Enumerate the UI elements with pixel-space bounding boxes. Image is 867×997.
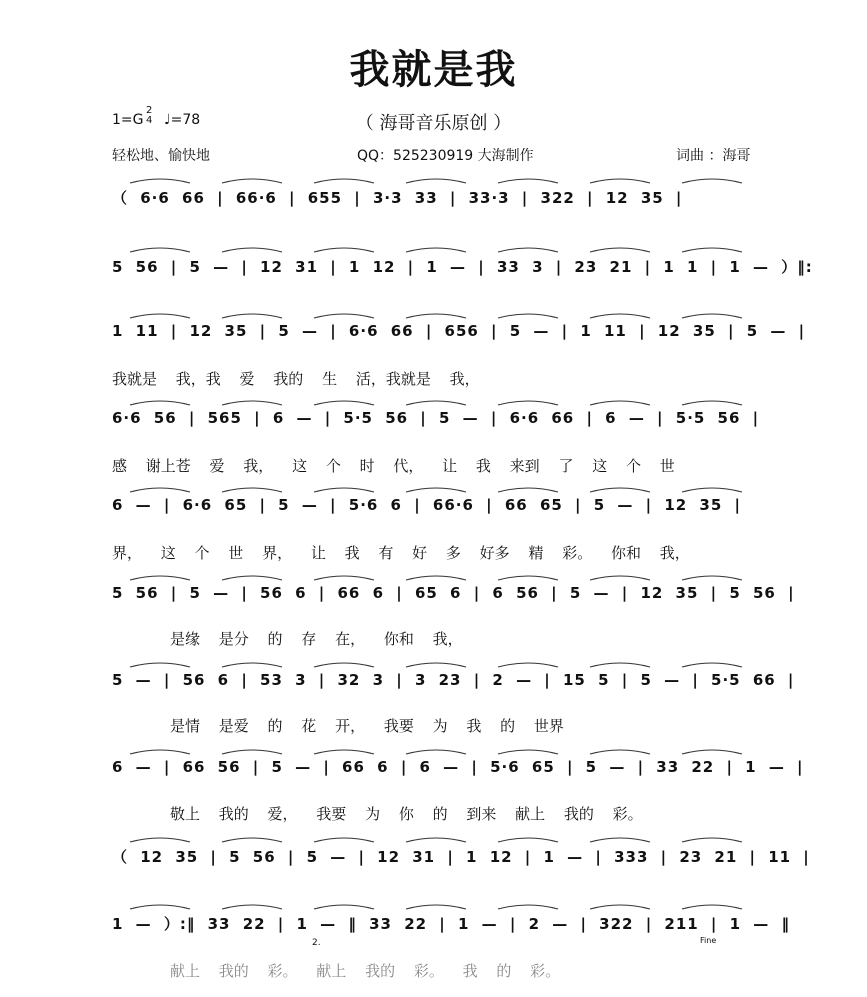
slur-arc xyxy=(406,248,466,252)
slur-arc xyxy=(498,905,558,909)
slur-arc xyxy=(130,248,190,252)
score-line xyxy=(112,758,804,776)
notation: 6·6 56 | 565 | 6 — | 5·5 56 | 5 — | 6·6 66 | 6 — | 5·5 56 | xyxy=(112,409,760,427)
slur-arc xyxy=(682,750,742,754)
slur-arc xyxy=(406,838,466,842)
lyric-line xyxy=(0,715,867,735)
lyric-text: 界， 这 个 世 界， 让 我 有 好 多 好多 精 彩。 你和 我， xyxy=(112,544,690,562)
slur-arc xyxy=(314,314,374,318)
notation: （ 12 35 | 5 56 | 5 — | 12 31 | 1 12 | 1 — | 333 | 23 21 | 11 | xyxy=(112,848,810,866)
slur-arc xyxy=(314,750,374,754)
slur-arc xyxy=(498,576,558,580)
slur-arc xyxy=(222,663,282,667)
lyric-line xyxy=(0,628,867,648)
lyric-text: 我就是 我，我 爱 我的 生 活，我就是 我， xyxy=(112,370,480,388)
slur-arc xyxy=(222,838,282,842)
notation: 5 56 | 5 — | 12 31 | 1 12 | 1 — | 33 3 | 23 21 | 1 1 | 1 — ）‖: xyxy=(112,258,813,276)
score-line xyxy=(112,584,795,602)
slur-arc xyxy=(498,401,558,405)
slur-arc xyxy=(314,576,374,580)
tempo-mark: ♩=78 xyxy=(164,112,201,128)
slur-arc xyxy=(498,248,558,252)
lyric-text: 敬上 我的 爱， 我要 为 你 的 到来 献上 我的 彩。 xyxy=(170,805,643,823)
slur-arc xyxy=(590,838,650,842)
slur-arc xyxy=(682,838,742,842)
slur-arc xyxy=(590,248,650,252)
slur-arc xyxy=(222,248,282,252)
slur-arc xyxy=(682,179,742,183)
slur-arc xyxy=(590,576,650,580)
score-line xyxy=(112,256,813,277)
lyric-text: 感 谢上苍 爱 我， 这 个 时 代， 让 我 来到 了 这 个 世 xyxy=(112,457,675,475)
slur-arc xyxy=(682,314,742,318)
slur-arc xyxy=(222,314,282,318)
slur-arc xyxy=(130,838,190,842)
slur-arc xyxy=(314,401,374,405)
time-bottom: 4 xyxy=(146,115,153,126)
qq-info: QQ：525230919 大海制作 xyxy=(357,148,534,164)
lyric-line xyxy=(0,455,867,475)
time-signature xyxy=(146,106,152,126)
slur-arc xyxy=(498,663,558,667)
slur-arc xyxy=(130,905,190,909)
slur-arc xyxy=(222,179,282,183)
slur-arc xyxy=(406,663,466,667)
slur-arc xyxy=(130,750,190,754)
slur-arc xyxy=(406,179,466,183)
slur-arc xyxy=(498,314,558,318)
song-title: 我就是我 xyxy=(349,46,518,93)
slur-arc xyxy=(406,905,466,909)
notation: （ 6·6 66 | 66·6 | 655 | 3·3 33 | 33·3 | 322 | 12 35 | xyxy=(112,189,683,207)
slur-arc xyxy=(222,576,282,580)
slur-arc xyxy=(590,314,650,318)
slur-arc xyxy=(314,248,374,252)
slur-arc xyxy=(222,905,282,909)
notation: 6 — | 6·6 65 | 5 — | 5·6 6 | 66·6 | 66 65 | 5 — | 12 35 | xyxy=(112,496,741,514)
score-line xyxy=(112,913,791,934)
lyric-line xyxy=(0,960,867,980)
slur-arc xyxy=(498,750,558,754)
slur-arc xyxy=(590,905,650,909)
slur-arc xyxy=(406,488,466,492)
slur-arc xyxy=(590,179,650,183)
slur-arc xyxy=(682,488,742,492)
slur-arc xyxy=(590,401,650,405)
slur-arc xyxy=(314,838,374,842)
score-line xyxy=(112,322,806,340)
slur-arc xyxy=(498,179,558,183)
slur-arc xyxy=(314,905,374,909)
slur-arc xyxy=(590,750,650,754)
slur-arc xyxy=(682,576,742,580)
slur-arc xyxy=(682,663,742,667)
notation: 1 — ）:‖ 33 22 | 1 — ‖ 33 22 | 1 — | 2 — | 322 | 211 | 1 — ‖ xyxy=(112,915,791,933)
lyric-line xyxy=(0,368,867,388)
fine-marker: Fine xyxy=(700,936,717,945)
slur-arc xyxy=(222,750,282,754)
slur-arc xyxy=(130,401,190,405)
slur-arc xyxy=(130,488,190,492)
slur-arc xyxy=(222,401,282,405)
expression-mark: 轻松地、愉快地 xyxy=(112,148,210,164)
slur-arc xyxy=(682,248,742,252)
lyric-text: 献上 我的 彩。 献上 我的 彩。 我 的 彩。 xyxy=(170,962,561,980)
notation: 5 — | 56 6 | 53 3 | 32 3 | 3 23 | 2 — | 15 5 | 5 — | 5·5 66 | xyxy=(112,671,795,689)
slur-arc xyxy=(130,576,190,580)
slur-arc xyxy=(406,314,466,318)
credits: 词曲 ：海哥 xyxy=(676,148,751,164)
score-line xyxy=(112,846,810,867)
slur-arc xyxy=(314,179,374,183)
slur-arc xyxy=(498,838,558,842)
slur-arc xyxy=(406,750,466,754)
notation: 1 11 | 12 35 | 5 — | 6·6 66 | 656 | 5 — | 1 11 | 12 35 | 5 — | xyxy=(112,322,806,340)
lyric-line xyxy=(0,542,867,562)
slur-arc xyxy=(222,488,282,492)
slur-arc xyxy=(406,401,466,405)
slur-arc xyxy=(498,488,558,492)
lyric-line xyxy=(0,803,867,823)
slur-arc xyxy=(130,179,190,183)
notation: 6 — | 66 56 | 5 — | 66 6 | 6 — | 5·6 65 | 5 — | 33 22 | 1 — | xyxy=(112,758,804,776)
lyric-text: 是缘 是分 的 存 在， 你和 我， xyxy=(170,630,463,648)
score-line xyxy=(112,409,774,427)
key-signature: 1=G xyxy=(112,112,144,128)
score-line xyxy=(112,187,774,208)
volta-marker: 2. xyxy=(312,938,321,948)
slur-arc xyxy=(590,663,650,667)
slur-arc xyxy=(590,488,650,492)
slur-arc xyxy=(130,663,190,667)
time-top: 2 xyxy=(146,105,153,116)
slur-arc xyxy=(314,488,374,492)
song-subtitle: （ 海哥音乐原创 ） xyxy=(355,113,512,134)
notation: 5 56 | 5 — | 56 6 | 66 6 | 65 6 | 6 56 | 5 — | 12 35 | 5 56 | xyxy=(112,584,795,602)
score-line xyxy=(112,496,774,514)
score-line xyxy=(112,671,795,689)
slur-arc xyxy=(314,663,374,667)
slur-arc xyxy=(682,401,742,405)
slur-arc xyxy=(406,576,466,580)
slur-arc xyxy=(130,314,190,318)
slur-arc xyxy=(682,905,742,909)
lyric-text: 是情 是爱 的 花 开， 我要 为 我 的 世界 xyxy=(170,717,564,735)
